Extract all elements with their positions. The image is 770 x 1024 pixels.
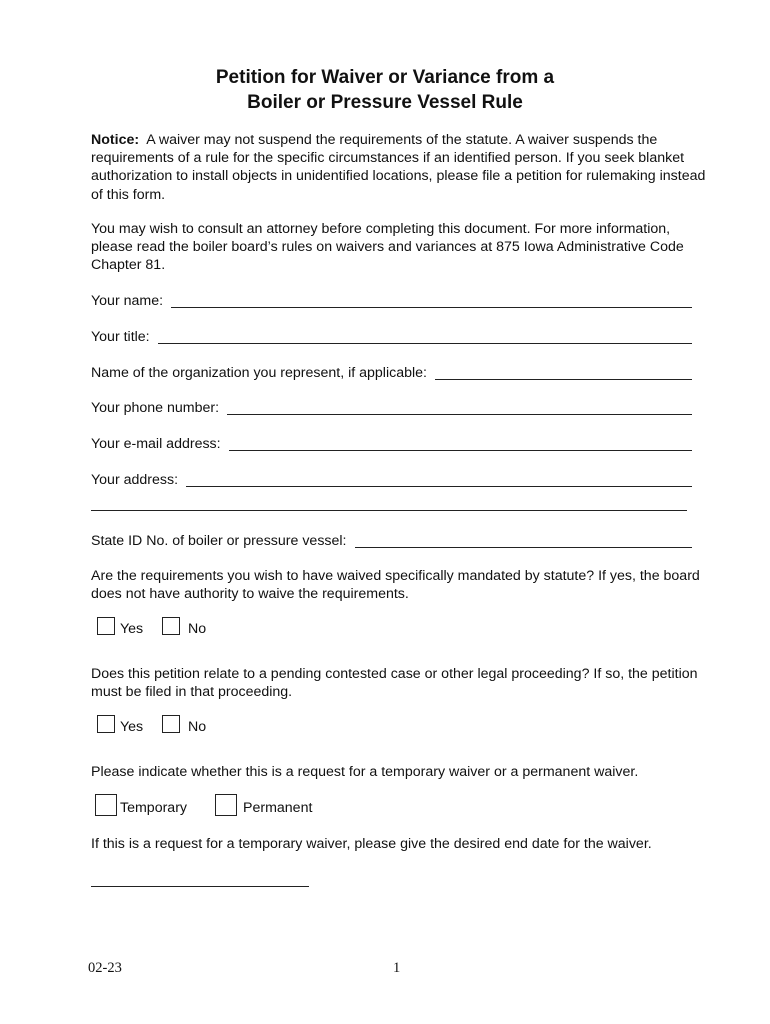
legal-proceeding-options — [97, 715, 297, 737]
consult-paragraph: You may wish to consult an attorney before completing this document. For more information, please read the boiler board’s rules on waivers and variances at 875 Iowa Administrative Code Chapter 81. — [91, 221, 684, 274]
email-input-line[interactable] — [229, 450, 692, 451]
state-id-label: State ID No. of boiler or pressure vessel: — [91, 533, 347, 549]
name-label: Your name: — [91, 293, 164, 309]
address-label: Your address: — [91, 472, 179, 488]
name-input-line[interactable] — [171, 307, 692, 308]
page-number: 1 — [393, 960, 401, 976]
phone-input-line[interactable] — [227, 414, 692, 415]
statute-options — [97, 617, 297, 639]
title-field[interactable] — [91, 326, 692, 346]
form-title-line-1: Petition for Waiver or Variance from a — [215, 67, 555, 88]
organization-input-line[interactable] — [435, 379, 692, 380]
organization-field[interactable] — [91, 362, 692, 382]
legal-yes-label: Yes — [120, 719, 144, 735]
title-input-line[interactable] — [158, 343, 692, 344]
form-title-line-2: Boiler or Pressure Vessel Rule — [247, 92, 523, 113]
address-field[interactable] — [91, 469, 692, 489]
permanent-checkbox[interactable] — [215, 794, 237, 816]
phone-label: Your phone number: — [91, 400, 220, 416]
legal-no-label: No — [188, 719, 207, 735]
address-input-line-2[interactable] — [91, 510, 687, 511]
organization-label: Name of the organization you represent, if applicable: — [91, 365, 427, 381]
notice-label: Notice: — [91, 132, 140, 148]
temporary-checkbox[interactable] — [95, 794, 117, 816]
permanent-label: Permanent — [243, 800, 313, 816]
statute-no-checkbox[interactable] — [162, 617, 180, 635]
phone-field[interactable] — [91, 397, 692, 417]
name-field[interactable] — [91, 290, 692, 310]
email-field[interactable] — [91, 433, 692, 453]
legal-no-checkbox[interactable] — [162, 715, 180, 733]
email-label: Your e-mail address: — [91, 436, 221, 452]
waiver-type-question: Please indicate whether this is a request for a temporary waiver or a permanent waiver. — [91, 764, 639, 780]
state-id-input-line[interactable] — [355, 547, 693, 548]
end-date-input-line[interactable] — [91, 886, 309, 887]
legal-proceeding-question: Does this petition relate to a pending contested case or other legal proceeding? If so, the petition must be filed in that proceeding. — [91, 666, 698, 701]
notice-text: A waiver may not suspend the requirements of the statute. A waiver suspends the requirements of a rule for the specific circumstances if an identified person. If you seek blanket authorization to install objects in unidentified locations, please file a petition for rulemaking instead of this form. — [91, 132, 706, 203]
statute-yes-label: Yes — [120, 621, 144, 637]
temporary-label: Temporary — [120, 800, 188, 816]
state-id-field[interactable] — [91, 530, 692, 550]
address-input-line[interactable] — [186, 486, 692, 487]
statute-question: Are the requirements you wish to have waived specifically mandated by statute? If yes, the board does not have authority to waive the requirements. — [91, 568, 700, 603]
form-code: 02-23 — [88, 960, 122, 976]
end-date-question: If this is a request for a temporary waiver, please give the desired end date for the waiver. — [91, 836, 652, 852]
title-label: Your title: — [91, 329, 150, 345]
statute-no-label: No — [188, 621, 207, 637]
legal-yes-checkbox[interactable] — [97, 715, 115, 733]
notice-paragraph — [91, 131, 711, 204]
statute-yes-checkbox[interactable] — [97, 617, 115, 635]
waiver-type-options — [95, 794, 355, 816]
